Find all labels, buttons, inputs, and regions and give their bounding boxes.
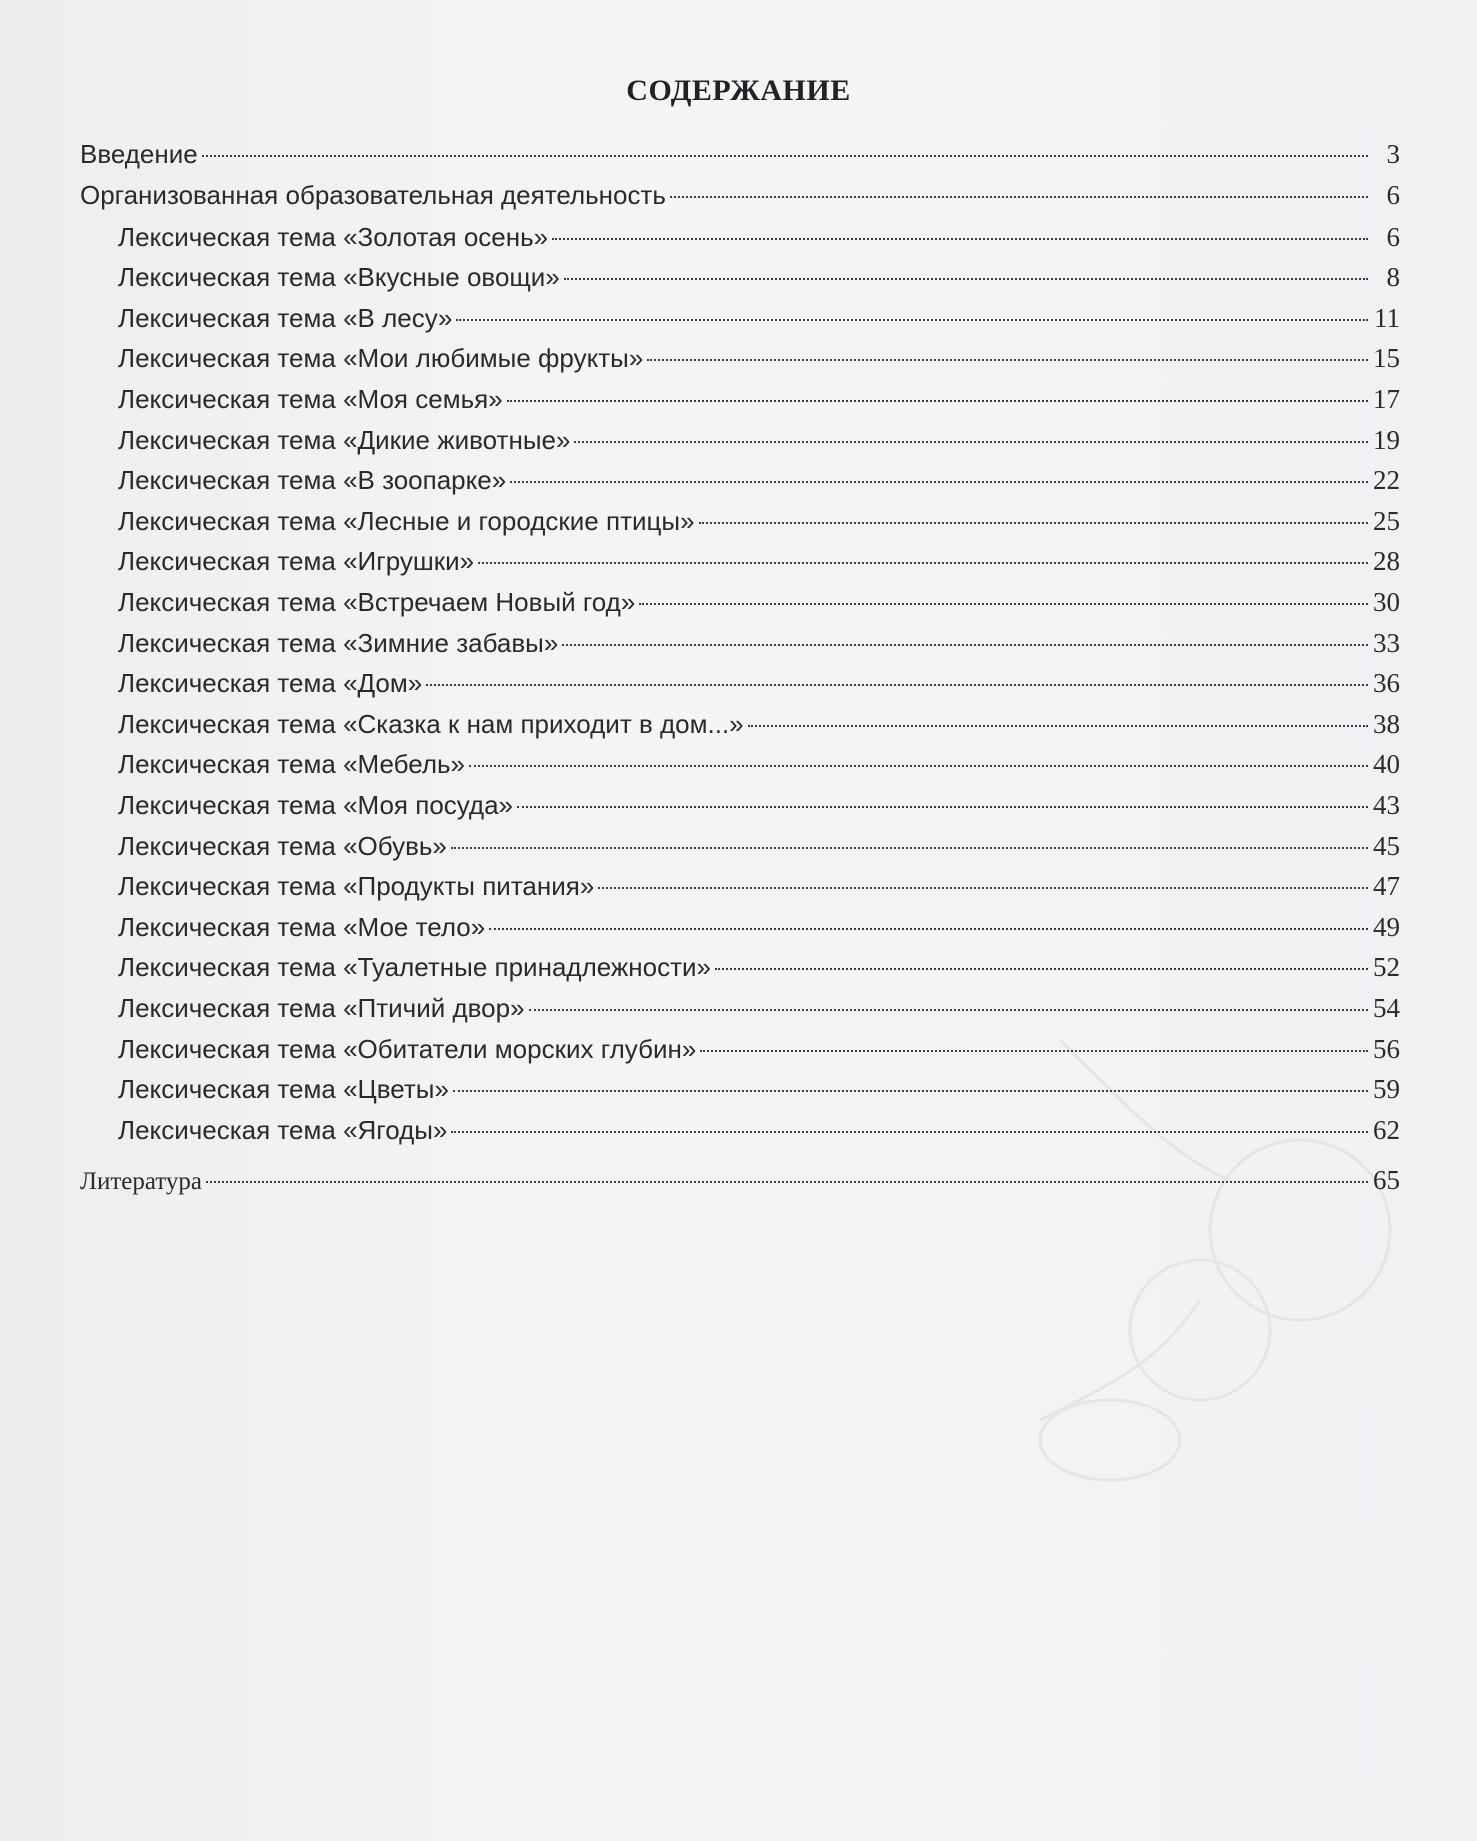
dot-leader — [574, 441, 1368, 443]
dot-leader — [451, 847, 1368, 849]
toc-entry-subtopic[interactable] — [80, 501, 1400, 542]
toc-entry-subtopic[interactable] — [80, 420, 1400, 461]
dot-leader — [489, 928, 1368, 930]
toc-entry-label: Литература — [80, 1168, 202, 1196]
toc-entry-label: Лексическая тема «Моя посуда» — [118, 790, 514, 820]
toc-entry-subtopic[interactable] — [80, 907, 1400, 948]
toc-page-number: 40 — [1373, 749, 1400, 780]
toc-entry-subtopic[interactable] — [80, 744, 1400, 785]
toc-page-number: 38 — [1373, 708, 1400, 739]
toc-page-number: 22 — [1373, 465, 1400, 496]
toc-entry-subtopic[interactable] — [80, 947, 1400, 988]
toc-page-number: 52 — [1373, 952, 1400, 983]
dot-leader — [700, 1050, 1368, 1052]
toc-entry-label: Лексическая тема «Лесные и городские птицы» — [118, 505, 695, 536]
toc-entry-label: Лексическая тема «Мое тело» — [118, 911, 486, 942]
dot-leader — [647, 359, 1368, 361]
dot-leader — [507, 400, 1368, 402]
toc-entry-label: Лексическая тема «Туалетные принадлежности» — [118, 952, 712, 983]
toc-entry-label: Лексическая тема «Обитатели морских глубин» — [118, 1033, 697, 1064]
toc-entry-subtopic[interactable] — [80, 623, 1400, 664]
toc-entry-subtopic[interactable] — [80, 298, 1400, 339]
dot-leader — [456, 319, 1368, 321]
toc-page-number: 3 — [1386, 139, 1400, 169]
dot-leader — [699, 522, 1368, 524]
dot-leader — [510, 481, 1368, 483]
toc-entry-subtopic[interactable] — [80, 1029, 1400, 1070]
toc-entry-subtopic[interactable] — [80, 1069, 1400, 1110]
toc-entry-label: Лексическая тема «Золотая осень» — [118, 221, 549, 252]
toc-page-number: 56 — [1373, 1033, 1400, 1064]
toc-page-number: 47 — [1373, 871, 1400, 902]
page-title: СОДЕРЖАНИЕ — [626, 74, 851, 107]
toc-page-number: 65 — [1373, 1165, 1400, 1196]
toc-page-number: 25 — [1373, 505, 1400, 536]
toc-page-number: 8 — [1386, 262, 1400, 293]
toc-entry-subtopic[interactable] — [80, 704, 1400, 745]
toc-page-number: 6 — [1386, 221, 1400, 252]
toc-entry-subtopic[interactable] — [80, 826, 1400, 867]
toc-page-number: 43 — [1373, 790, 1400, 820]
toc-page-number: 49 — [1373, 911, 1400, 942]
dot-leader — [670, 196, 1368, 198]
toc-entry-intro[interactable] — [80, 134, 1400, 175]
toc-page-number: 15 — [1373, 343, 1400, 374]
toc-entry-label: Лексическая тема «Мебель» — [118, 749, 466, 780]
dot-leader — [598, 887, 1368, 889]
toc-page-number: 36 — [1373, 668, 1400, 699]
dot-leader — [639, 603, 1368, 605]
toc-entry-subtopic[interactable] — [80, 866, 1400, 907]
dot-leader — [469, 765, 1368, 767]
toc-entry-label: Лексическая тема «Дикие животные» — [118, 424, 571, 455]
toc-entry-label: Лексическая тема «Вкусные овощи» — [118, 262, 560, 293]
toc-page-number: 33 — [1373, 627, 1400, 658]
toc-entry-subtopic[interactable] — [80, 257, 1400, 298]
toc-entry-literature[interactable] — [80, 1160, 1400, 1201]
toc-page-number: 62 — [1373, 1114, 1400, 1145]
dot-leader — [478, 562, 1368, 564]
toc-page-number: 54 — [1373, 992, 1400, 1023]
toc-entry-label: Лексическая тема «Зимние забавы» — [118, 627, 559, 658]
toc-entry-label: Лексическая тема «Игрушки» — [118, 546, 475, 577]
dot-leader — [206, 1181, 1368, 1183]
toc-entry-subtopic[interactable] — [80, 988, 1400, 1029]
dot-leader — [564, 278, 1368, 280]
toc-entry-label: Лексическая тема «Моя семья» — [118, 384, 503, 415]
dot-leader — [426, 684, 1368, 686]
dot-leader — [202, 155, 1368, 157]
dot-leader — [715, 968, 1368, 970]
toc-page-number: 17 — [1373, 384, 1400, 415]
toc-entry-label: Лексическая тема «Птичий двор» — [118, 992, 525, 1023]
toc-entry-label: Введение — [80, 139, 198, 169]
dot-leader — [748, 725, 1368, 727]
toc-entry-label: Лексическая тема «Дом» — [118, 668, 423, 699]
toc-entry-label: Лексическая тема «Цветы» — [118, 1074, 449, 1105]
toc-entry-subtopic[interactable] — [80, 785, 1400, 826]
toc-entry-label: Лексическая тема «Продукты питания» — [118, 871, 595, 902]
toc-entry-label: Лексическая тема «Обувь» — [118, 830, 447, 861]
toc-entry-label: Лексическая тема «В зоопарке» — [118, 465, 507, 496]
toc-entry-subtopic[interactable] — [80, 460, 1400, 501]
toc-entry-subtopic[interactable] — [80, 1110, 1400, 1151]
toc-page-number: 45 — [1373, 830, 1400, 861]
toc-entry-label: Лексическая тема «Сказка к нам приходит в дом...» — [118, 708, 744, 739]
dot-leader — [453, 1090, 1368, 1092]
toc-page-number: 28 — [1373, 546, 1400, 577]
toc-page-number: 19 — [1373, 424, 1400, 455]
toc-entry-subtopic[interactable] — [80, 379, 1400, 420]
toc-entry-label: Лексическая тема «Встречаем Новый год» — [118, 587, 636, 618]
toc-entry-subtopic[interactable] — [80, 217, 1400, 258]
toc-entry-subtopic[interactable] — [80, 541, 1400, 582]
toc-page-number: 6 — [1386, 179, 1400, 210]
toc-entry-label: Лексическая тема «В лесу» — [118, 302, 453, 333]
toc-entry-label: Организованная образовательная деятельность — [80, 179, 666, 210]
table-of-contents — [80, 134, 1400, 1201]
toc-entry-label: Лексическая тема «Мои любимые фрукты» — [118, 343, 644, 374]
toc-entry-subtopic[interactable] — [80, 338, 1400, 379]
toc-entry-subtopic[interactable] — [80, 582, 1400, 623]
toc-page-number: 59 — [1373, 1074, 1400, 1105]
dot-leader — [451, 1131, 1368, 1133]
toc-entry-section[interactable] — [80, 175, 1400, 217]
toc-page-number: 11 — [1374, 302, 1400, 333]
dot-leader — [552, 238, 1368, 240]
toc-entry-label: Лексическая тема «Ягоды» — [118, 1114, 448, 1145]
dot-leader — [529, 1009, 1368, 1011]
dot-leader — [517, 806, 1368, 808]
toc-page-number: 30 — [1373, 587, 1400, 618]
toc-entry-subtopic[interactable] — [80, 663, 1400, 704]
dot-leader — [562, 644, 1368, 646]
